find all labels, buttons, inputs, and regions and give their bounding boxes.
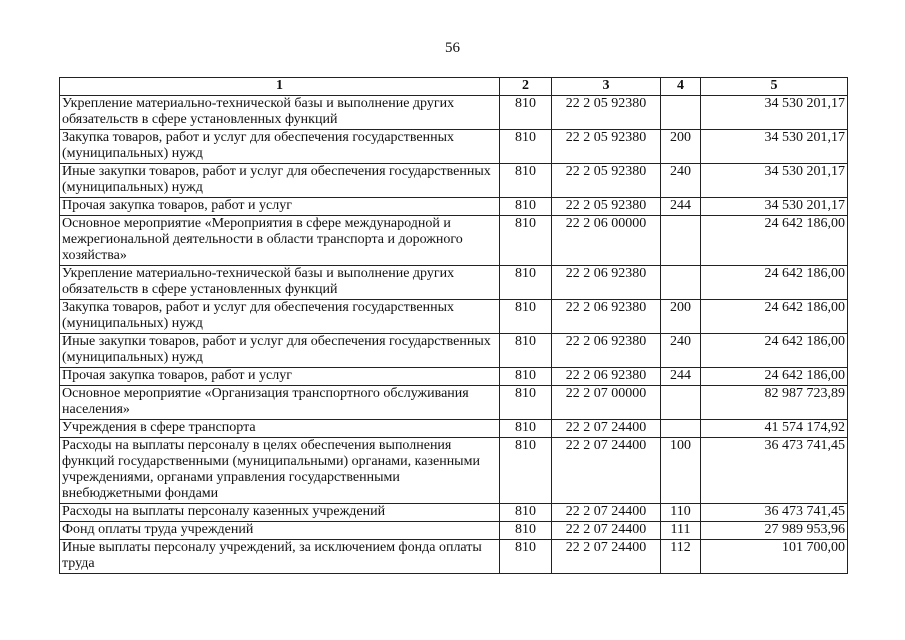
item-name: Иные выплаты персоналу учреждений, за исключением фонда оплаты труда [60, 540, 500, 574]
item-name: Расходы на выплаты персоналу в целях обеспечения выполнения функций государственными (муниципальными) органами, казенными учреждениями, органами управления государственными внебюджетными фондами [60, 438, 500, 504]
code-column-2: 810 [500, 438, 552, 504]
column-header-5: 5 [701, 78, 848, 96]
code-column-2: 810 [500, 334, 552, 368]
amount: 34 530 201,17 [701, 130, 848, 164]
code-column-3: 22 2 06 92380 [552, 266, 661, 300]
amount: 34 530 201,17 [701, 164, 848, 198]
table-row [60, 438, 848, 504]
table-row [60, 130, 848, 164]
code-column-2: 810 [500, 386, 552, 420]
code-column-4: 244 [661, 368, 701, 386]
code-column-2: 810 [500, 96, 552, 130]
table-row [60, 334, 848, 368]
code-column-2: 810 [500, 266, 552, 300]
code-column-4: 200 [661, 300, 701, 334]
code-column-4: 240 [661, 164, 701, 198]
amount: 34 530 201,17 [701, 198, 848, 216]
code-column-4 [661, 266, 701, 300]
column-header-2: 2 [500, 78, 552, 96]
code-column-3: 22 2 07 24400 [552, 522, 661, 540]
amount: 24 642 186,00 [701, 266, 848, 300]
code-column-3: 22 2 05 92380 [552, 164, 661, 198]
item-name: Прочая закупка товаров, работ и услуг [60, 368, 500, 386]
code-column-2: 810 [500, 540, 552, 574]
code-column-3: 22 2 06 00000 [552, 216, 661, 266]
table-row [60, 216, 848, 266]
page-number: 56 [445, 40, 460, 56]
code-column-3: 22 2 07 24400 [552, 540, 661, 574]
code-column-2: 810 [500, 164, 552, 198]
column-header-4: 4 [661, 78, 701, 96]
table-row [60, 266, 848, 300]
amount: 82 987 723,89 [701, 386, 848, 420]
code-column-4: 240 [661, 334, 701, 368]
table-row [60, 368, 848, 386]
item-name: Закупка товаров, работ и услуг для обеспечения государственных (муниципальных) нужд [60, 300, 500, 334]
code-column-2: 810 [500, 198, 552, 216]
column-header-1: 1 [60, 78, 500, 96]
amount: 34 530 201,17 [701, 96, 848, 130]
table-row [60, 386, 848, 420]
code-column-3: 22 2 06 92380 [552, 334, 661, 368]
code-column-3: 22 2 06 92380 [552, 300, 661, 334]
code-column-3: 22 2 05 92380 [552, 130, 661, 164]
code-column-2: 810 [500, 420, 552, 438]
item-name: Расходы на выплаты персоналу казенных учреждений [60, 504, 500, 522]
table-row [60, 504, 848, 522]
budget-table [59, 77, 848, 574]
code-column-4: 200 [661, 130, 701, 164]
item-name: Иные закупки товаров, работ и услуг для обеспечения государственных (муниципальных) нужд [60, 164, 500, 198]
code-column-3: 22 2 07 00000 [552, 386, 661, 420]
amount: 101 700,00 [701, 540, 848, 574]
code-column-2: 810 [500, 504, 552, 522]
code-column-4 [661, 96, 701, 130]
table-row [60, 522, 848, 540]
item-name: Фонд оплаты труда учреждений [60, 522, 500, 540]
column-header-3: 3 [552, 78, 661, 96]
item-name: Учреждения в сфере транспорта [60, 420, 500, 438]
code-column-4 [661, 216, 701, 266]
item-name: Основное мероприятие «Организация транспортного обслуживания населения» [60, 386, 500, 420]
code-column-3: 22 2 05 92380 [552, 198, 661, 216]
item-name: Закупка товаров, работ и услуг для обеспечения государственных (муниципальных) нужд [60, 130, 500, 164]
item-name: Прочая закупка товаров, работ и услуг [60, 198, 500, 216]
table-row [60, 164, 848, 198]
amount: 36 473 741,45 [701, 438, 848, 504]
amount: 24 642 186,00 [701, 300, 848, 334]
code-column-4: 111 [661, 522, 701, 540]
item-name: Укрепление материально-технической базы и выполнение других обязательств в сфере установленных функций [60, 266, 500, 300]
table-body [60, 96, 848, 574]
amount: 24 642 186,00 [701, 368, 848, 386]
code-column-4: 100 [661, 438, 701, 504]
code-column-2: 810 [500, 300, 552, 334]
table-row [60, 198, 848, 216]
item-name: Основное мероприятие «Мероприятия в сфере международной и межрегиональной деятельности в области транспорта и дорожного хозяйства» [60, 216, 500, 266]
code-column-3: 22 2 07 24400 [552, 420, 661, 438]
table-row [60, 540, 848, 574]
code-column-3: 22 2 07 24400 [552, 438, 661, 504]
item-name: Иные закупки товаров, работ и услуг для обеспечения государственных (муниципальных) нужд [60, 334, 500, 368]
code-column-2: 810 [500, 368, 552, 386]
table-header-row [60, 78, 848, 96]
item-name: Укрепление материально-технической базы и выполнение других обязательств в сфере установленных функций [60, 96, 500, 130]
amount: 36 473 741,45 [701, 504, 848, 522]
amount: 27 989 953,96 [701, 522, 848, 540]
amount: 24 642 186,00 [701, 216, 848, 266]
code-column-2: 810 [500, 522, 552, 540]
amount: 41 574 174,92 [701, 420, 848, 438]
code-column-4: 244 [661, 198, 701, 216]
code-column-2: 810 [500, 130, 552, 164]
code-column-4: 112 [661, 540, 701, 574]
code-column-4 [661, 386, 701, 420]
code-column-3: 22 2 05 92380 [552, 96, 661, 130]
code-column-4 [661, 420, 701, 438]
table-row [60, 96, 848, 130]
amount: 24 642 186,00 [701, 334, 848, 368]
code-column-4: 110 [661, 504, 701, 522]
table-row [60, 420, 848, 438]
code-column-3: 22 2 07 24400 [552, 504, 661, 522]
table-row [60, 300, 848, 334]
code-column-2: 810 [500, 216, 552, 266]
code-column-3: 22 2 06 92380 [552, 368, 661, 386]
